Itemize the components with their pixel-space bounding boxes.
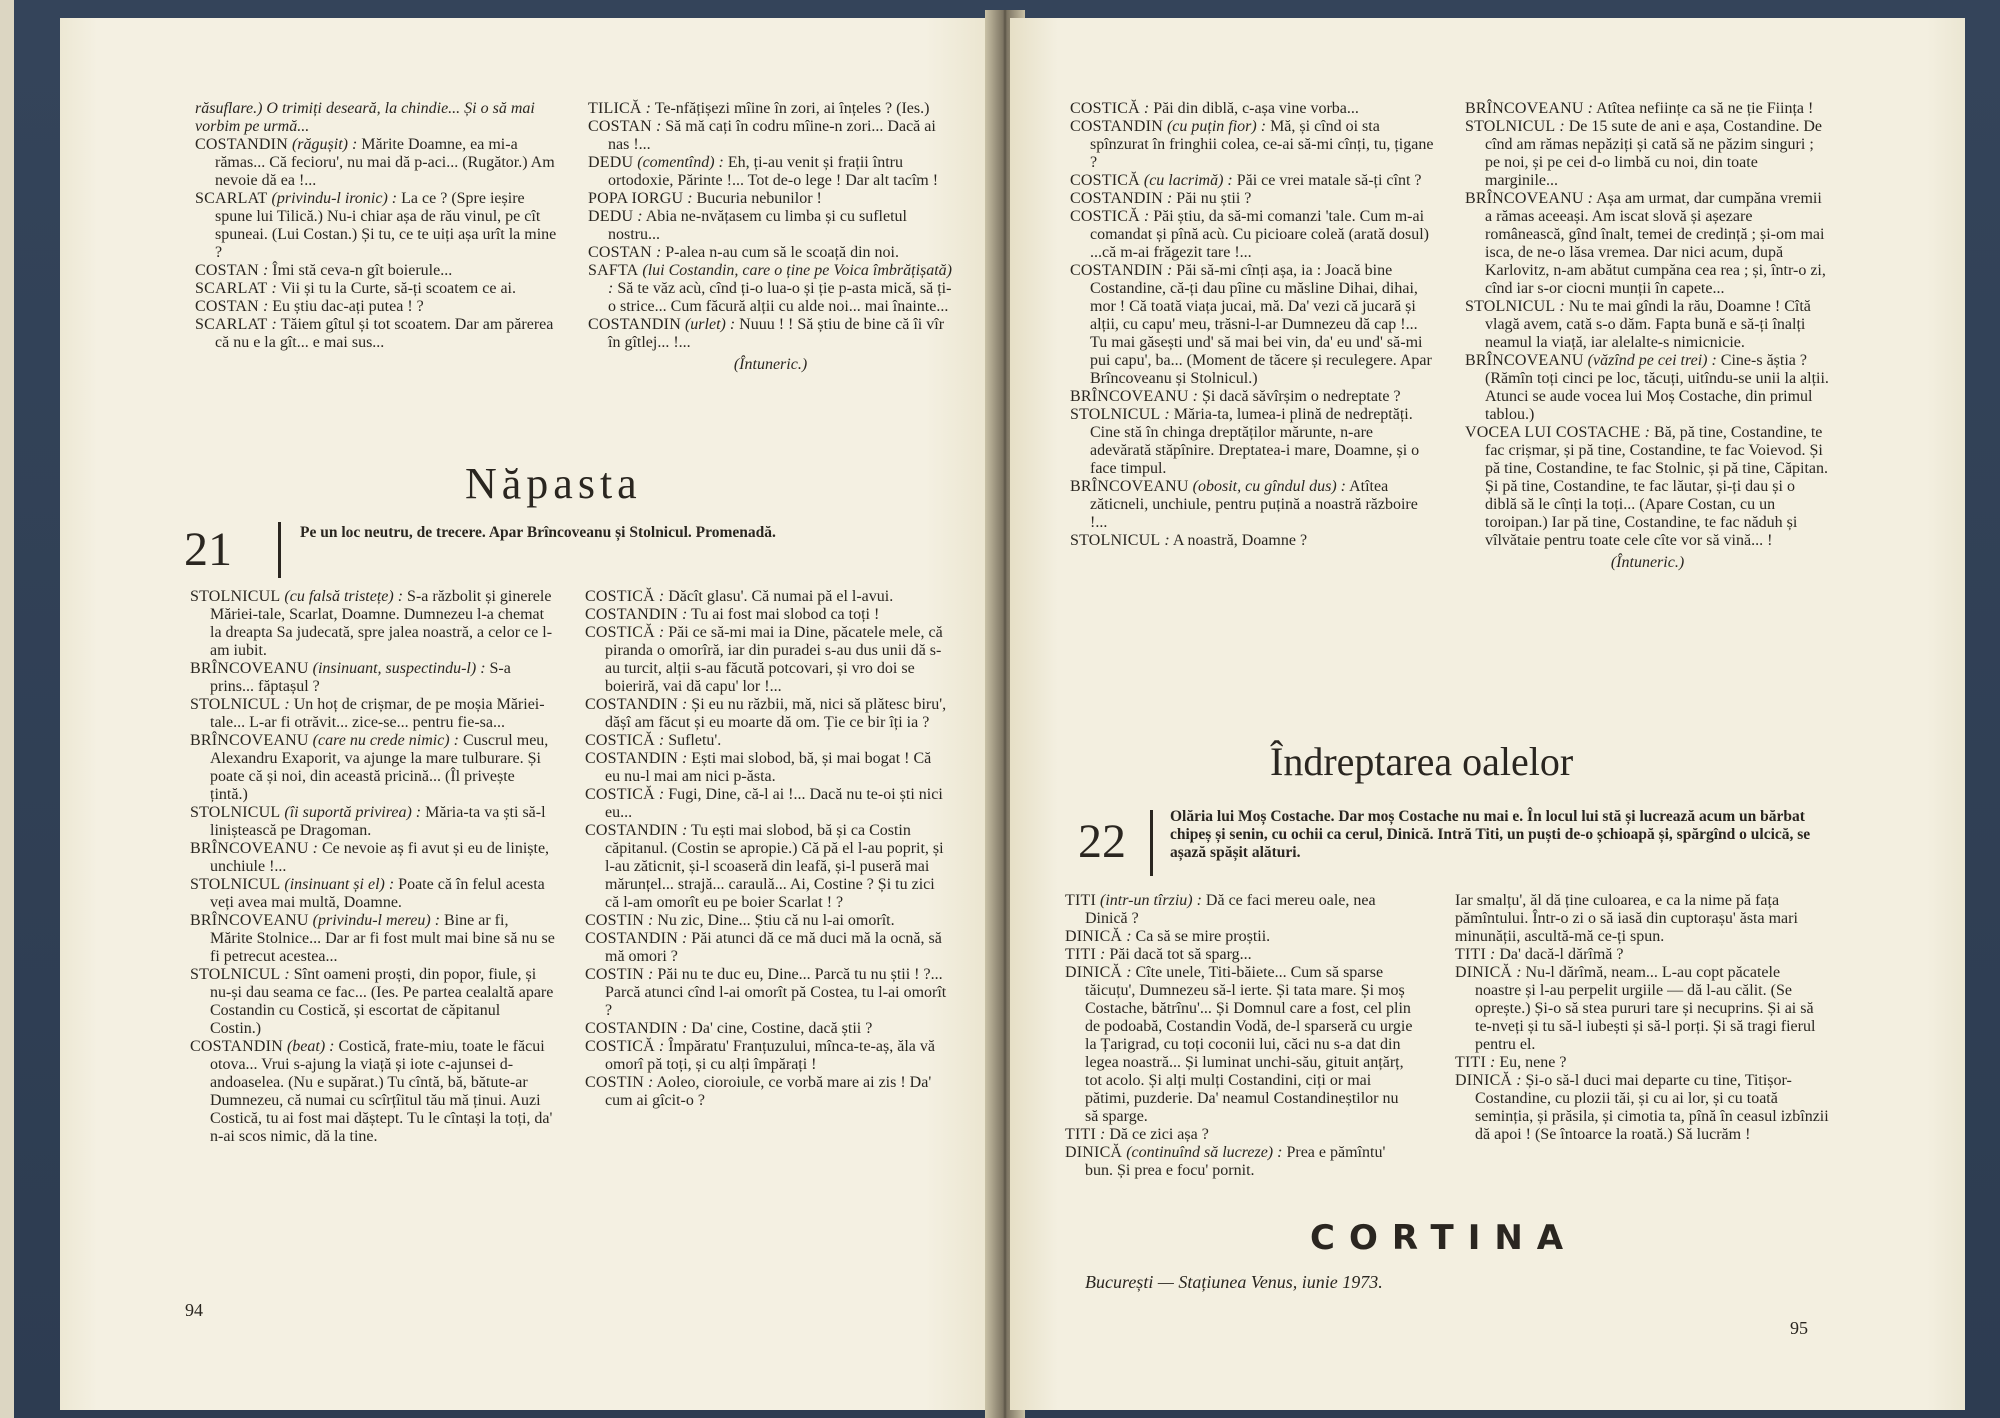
dialogue-line <box>195 280 560 298</box>
dialogue-text: Aoleo, cioroiule, ce vorbă mare ai zis ! Da' cum ai gîcit-o ? <box>605 1074 932 1109</box>
stage-direction: : <box>1559 118 1565 135</box>
stage-direction: : <box>681 930 688 947</box>
speaker-name: COSTIN <box>585 1074 644 1091</box>
stage-direction: : <box>658 786 665 803</box>
dialogue-line <box>190 1038 555 1146</box>
dialogue-text: Măria-ta, lumea-i plină de nedreptăți. Cine stă în chinga dreptăților mărunte, n-are adevărată stăpînire. Dreptatea-i mare, Doamne, și o face timpul. <box>1090 406 1420 477</box>
speaker-name: COSTANDIN <box>585 606 678 623</box>
left-page-column-1 <box>195 100 560 352</box>
speaker-name: COSTANDIN <box>1070 262 1163 279</box>
speaker-name: STOLNICUL <box>190 696 281 713</box>
right-page-column-4 <box>1455 892 1830 1144</box>
speaker-name: STOLNICUL <box>190 804 281 821</box>
dialogue-text: Păi ce vrei matale să-ți cînt ? <box>1236 172 1422 189</box>
speaker-name: SCARLAT <box>195 190 268 207</box>
stage-direction: : <box>1192 388 1198 405</box>
dialogue-line <box>1455 964 1830 1054</box>
speaker-name: BRÎNCOVEANU <box>190 732 309 749</box>
stage-direction: : <box>645 100 651 117</box>
dialogue-line <box>195 262 560 280</box>
speaker-name: TITI <box>1065 892 1097 909</box>
speaker-name: DEDU <box>588 208 634 225</box>
dialogue-text: Și dacă săvîrșim o nedreptate ? <box>1201 388 1401 405</box>
dialogue-line <box>585 966 950 1020</box>
speaker-name: BRÎNCOVEANU <box>190 912 309 929</box>
stage-direction: : <box>1644 424 1650 441</box>
dialogue-line <box>1465 190 1830 298</box>
dialogue-text: Dă ce faci mereu oale, nea Dinică ? <box>1085 892 1376 927</box>
stage-direction: (intr-un tîrziu) : <box>1100 892 1202 909</box>
dialogue-text: Atîtea zăticneli, unchiule, pentru puțină a noastră războire !... <box>1090 478 1418 531</box>
dialogue-line <box>1065 1126 1415 1144</box>
speaker-name: COSTICĂ <box>1070 208 1140 225</box>
stage-direction: : <box>1490 946 1496 963</box>
dialogue-text: Te-nfățișezi mîine în zori, ai înțeles ? (Ies.) <box>654 100 930 117</box>
dialogue-text: Eh, ți-au venit și frații întru ortodoxie, Părinte !... Tot de-o lege ! Dar alt tacîm ! <box>608 154 939 189</box>
stage-direction: (lui Costandin, care o ține pe Voica îmbrățișată) : <box>608 262 953 297</box>
dialogue-text: Eu, nene ? <box>1499 1054 1567 1071</box>
left-page-column-4 <box>585 588 950 1110</box>
dialogue-line <box>588 100 953 118</box>
dialogue-line <box>588 244 953 262</box>
speaker-name: COSTANDIN <box>585 750 678 767</box>
dialogue-text: Bucuria nebunilor ! <box>696 190 822 207</box>
dialogue-line <box>585 588 950 606</box>
dialogue-line <box>1465 298 1830 352</box>
dialogue-line <box>190 696 555 732</box>
speaker-name: DINICĂ <box>1065 1144 1123 1161</box>
stage-direction: : <box>681 750 688 767</box>
speaker-name: STOLNICUL <box>1070 406 1161 423</box>
speaker-name: STOLNICUL <box>190 966 281 983</box>
dialogue-text: Nu-l dărîmă, neam... L-au copt păcatele noastre și l-au perpelit urgiile — dă l-au călit. (Se oprește.) Și-o să stea pururi tare și necuprins. Și ai să te-nveți și tu să-l iubești și să-l porți. Și să tragi fierul pentru el. <box>1475 964 1816 1053</box>
dialogue-line <box>190 588 555 660</box>
speaker-name: VOCEA LUI COSTACHE <box>1465 424 1641 441</box>
dialogue-text: Ești mai slobod, bă, și mai bogat ! Că eu nu-l mai am nici p-ăsta. <box>605 750 932 785</box>
dialogue-text: Îmi stă ceva-n gît boierule... <box>272 262 453 279</box>
dialogue-text: Dă ce zici așa ? <box>1109 1126 1209 1143</box>
stage-direction: : <box>647 912 654 929</box>
stage-direction: (comentînd) : <box>637 154 724 171</box>
dialogue-line <box>1070 406 1435 478</box>
speaker-name: COSTANDIN <box>1070 190 1163 207</box>
stage-direction: : <box>284 966 290 983</box>
dialogue-line <box>585 1038 950 1074</box>
page-number: 94 <box>185 1300 203 1320</box>
dialogue-text: Nu zic, Dine... Știu că nu l-ai omorît. <box>657 912 895 929</box>
dialogue-line <box>190 912 555 966</box>
place-date: București — Stațiunea Venus, iunie 1973. <box>1085 1272 1383 1292</box>
dialogue-text: Poate că în felul acesta veți avea mai multă, Doamne. <box>210 876 545 911</box>
speaker-name: SAFTA <box>588 262 639 279</box>
stage-direction: : <box>647 966 654 983</box>
dialogue-line <box>195 316 560 352</box>
dialogue-text: A noastră, Doamne ? <box>1172 532 1308 549</box>
dialogue-line <box>1070 100 1435 118</box>
stage-direction: (cu puțin fior) : <box>1166 118 1267 135</box>
dialogue-line <box>1065 892 1415 928</box>
dialogue-text: Mă, și cînd oi sta spînzurat în fringhii colea, ce-ai să-mi cînți, tu, țigane ? <box>1090 118 1434 171</box>
dialogue-line <box>1455 1054 1830 1072</box>
dialogue-line <box>1065 946 1415 964</box>
stage-direction: (privindu-l ironic) : <box>271 190 398 207</box>
speaker-name: COSTANDIN <box>585 1020 678 1037</box>
scene-number: 21 <box>184 523 232 576</box>
speaker-name: SCARLAT <box>195 280 268 297</box>
speaker-name: COSTANDIN <box>585 696 678 713</box>
dialogue-line <box>1465 100 1830 118</box>
speaker-name: COSTICĂ <box>585 588 655 605</box>
dialogue-text: Sînt oameni proști, din popor, fiule, și nu-și dau seama ce fac... (Ies. Pe partea cealaltă apare Costandin cu Costică, și escortat de căpitanul Costin.) <box>210 966 554 1037</box>
dialogue-text: Și-o să-l duci mai departe cu tine, Titișor-Costandine, cu plozii tăi, și cu ai lor, și cu toată seminția, și prăsila, și cimotia ta, pînă în ceasul izbînzii dă apoi ! (Se întoarce la roată.) Să lucrăm ! <box>1475 1072 1829 1143</box>
dialogue-text: Să te văz acù, cînd ți-o lua-o și ție p-asta mică, să ți-o strice... Cum făcură alții cu alde noi... mai înainte... <box>608 280 952 315</box>
stage-direction: : <box>1100 1126 1106 1143</box>
dialogue-text: Păi atunci dă ce mă duci mă la ocnă, să mă omori ? <box>605 930 942 965</box>
stage-direction: (cu lacrimă) : <box>1143 172 1233 189</box>
dialogue-line <box>195 298 560 316</box>
stage-direction: : <box>681 1020 688 1037</box>
dialogue-line <box>1465 118 1830 190</box>
speaker-name: COSTAN <box>195 298 259 315</box>
page-number: 95 <box>1790 1318 1808 1338</box>
stage-direction: : <box>1164 406 1170 423</box>
stage-direction: : <box>687 190 693 207</box>
dialogue-line <box>1070 262 1435 388</box>
dialogue-line <box>588 190 953 208</box>
stage-direction: : <box>1166 190 1173 207</box>
speaker-name: COSTANDIN <box>585 822 678 839</box>
stage-direction: : <box>1166 262 1173 279</box>
stage-direction: : <box>271 316 277 333</box>
stage-direction: : <box>1587 190 1593 207</box>
stage-direction: (privindu-l mereu) : <box>312 912 441 929</box>
stage-direction: : <box>647 1074 654 1091</box>
scene-description: Pe un loc neutru, de trecere. Apar Brîncoveanu și Stolnicul. Promenadă. <box>300 524 776 541</box>
stage-direction: : <box>284 696 290 713</box>
dialogue-line <box>585 1020 950 1038</box>
stage-direction: (insinuant și el) : <box>284 876 395 893</box>
stage-direction: : <box>1559 298 1565 315</box>
dialogue-line <box>588 154 953 190</box>
dialogue-text: P-alea n-au cum să le scoață din noi. <box>665 244 899 261</box>
stage-direction: : <box>271 280 277 297</box>
right-page-column-2 <box>1465 100 1830 572</box>
dialogue-line <box>585 786 950 822</box>
dialogue-text: Da' cine, Costine, dacă știi ? <box>691 1020 873 1037</box>
stage-direction: răsuflare.) O trimiți deseară, la chindie... Și o să mai vorbim pe urmă... <box>195 100 535 135</box>
dialogue-line <box>1455 892 1830 946</box>
stage-direction: : <box>637 208 643 225</box>
speaker-name: COSTANDIN <box>195 136 288 153</box>
speaker-name: DINICĂ <box>1065 928 1123 945</box>
speaker-name: COSTICĂ <box>585 1038 655 1055</box>
dialogue-text: Ca să se mire proștii. <box>1135 928 1271 945</box>
dialogue-line <box>588 208 953 244</box>
stage-direction: : <box>1516 964 1522 981</box>
dialogue-text: Păi să-mi cînți așa, ia : Joacă bine Costandine, că-ți dau pîine cu măsline Dihai, dihai, mor ! Că toată viața jucai, mă. Da' vezi că jucară și alții, cu capu' meu, trăsni-l-ar Dumnezeu dă cap !... Tu mai găsești und' să mai bei vin, da' eu und' să-mi pui capu', ba... (Moment de tăcere și reculegere. Apar Brîncoveanu și Stolnicul.) <box>1090 262 1432 387</box>
stage-direction: (văzînd pe cei trei) : <box>1587 352 1717 369</box>
dialogue-line <box>190 732 555 804</box>
speaker-name: BRÎNCOVEANU <box>190 840 309 857</box>
speaker-name: BRÎNCOVEANU <box>190 660 309 677</box>
dialogue-line <box>195 136 560 190</box>
dialogue-line <box>195 190 560 262</box>
speaker-name: TITI <box>1455 946 1487 963</box>
speaker-name: BRÎNCOVEANU <box>1070 478 1189 495</box>
dialogue-text: Nuuu ! ! Să știu de bine că îi vîr în gîtlej... !... <box>608 316 945 351</box>
speaker-name: BRÎNCOVEANU <box>1465 100 1584 117</box>
stage-direction: (îi suportă privirea) : <box>284 804 422 821</box>
dialogue-text: Dăcît glasu'. Că numai pă el l-avui. <box>668 588 894 605</box>
stage-direction: : <box>658 588 665 605</box>
speaker-name: COSTICĂ <box>1070 100 1140 117</box>
dialogue-line <box>588 118 953 154</box>
dialogue-line <box>1070 478 1435 532</box>
speaker-name: COSTANDIN <box>585 930 678 947</box>
speaker-name: BRÎNCOVEANU <box>1465 190 1584 207</box>
dialogue-text: Eu știu dac-ați putea ! ? <box>272 298 424 315</box>
speaker-name: SCARLAT <box>195 316 268 333</box>
dialogue-text: Și eu nu răzbii, mă, nici să plătesc biru', dășî am făcut și eu moarte dă om. Ție ce bir îți ia ? <box>605 696 947 731</box>
stage-direction: : <box>681 822 688 839</box>
scene-number: 22 <box>1078 815 1126 868</box>
dialogue-line <box>190 804 555 840</box>
dialogue-line <box>1070 532 1435 550</box>
speaker-name: STOLNICUL <box>190 876 281 893</box>
right-page <box>1010 18 1965 1410</box>
dialogue-text: Cuscrul meu, Alexandru Exaporit, va ajunge la mare tulburare. Și poate că și noi, din această pricină... (Îl privește țintă.) <box>210 732 549 803</box>
stage-direction: : <box>658 732 665 749</box>
dialogue-line <box>1070 208 1435 262</box>
dialogue-line <box>1465 352 1830 424</box>
dialogue-text: Fugi, Dine, că-l ai !... Dacă nu te-oi ști nici eu... <box>605 786 943 821</box>
dialogue-text: Nu te mai gîndi la rău, Doamne ! Cîtă vlagă avem, cată s-o dăm. Fapta bună e să-ți înalți neamul la viață, iar alelalte-s nimicnicie. <box>1485 298 1811 351</box>
dialogue-text: Ce nevoie aș fi avut și eu de liniște, unchiule !... <box>210 840 550 875</box>
speaker-name: TILICĂ <box>588 100 642 117</box>
play-title: Îndreptarea oalelor <box>1270 739 1574 784</box>
dialogue-line <box>585 822 950 912</box>
speaker-name: DINICĂ <box>1455 964 1513 981</box>
scene-divider <box>278 522 281 578</box>
dialogue-text: Așa am urmat, dar cumpăna vremii a rămas aceeași. Am iscat slovă și așezare românească, gînd înalt, temei de credință ; și-om mai isca, de ne-o lăsa vremea. Dar nici acum, după Karlovitz, n-am abătut cumpăna cea rea ; și, într-o zi, cînd iar s-or ciocni munții în capete... <box>1485 190 1826 297</box>
dialogue-text: Prea e pămîntu' bun. Și prea e focu' pornit. <box>1085 1144 1386 1179</box>
stage-direction: : <box>262 262 269 279</box>
stage-direction: (cu falsă tristețe) : <box>284 588 404 605</box>
stage-direction: (beat) : <box>286 1038 335 1055</box>
dialogue-text: Mărite Doamne, ea mi-a rămas... Că fecioru', nu mai dă p-aci... (Rugător.) Am nevoie dă ea !... <box>215 136 555 189</box>
speaker-name: COSTICĂ <box>585 624 655 641</box>
stage-direction: : <box>1143 208 1150 225</box>
stage-direction: : <box>655 118 662 135</box>
dialogue-text: Da' dacă-l dărîmă ? <box>1499 946 1624 963</box>
dialogue-line <box>585 732 950 750</box>
dialogue-line <box>588 262 953 316</box>
dialogue-text: Cîte unele, Titi-băiete... Cum să sparse tăicuțu', Dumnezeu să-l ierte. Și tata mare. Și moș Costache, bătrînu'... Și Domnul care a fost, cel plin de podoabă, Costandin Vodă, de-l sparseră cu urgie la Țarigrad, cu toți coconii lui, căci nu s-a dat din legea noastră... Și luminat unchi-său, gituit anțărț, tot acolo. Și alți mulți Costandini, ciți or mai pătimi, puzderie. Da' neamul Costandineștilor nu să sparge. <box>1085 964 1413 1125</box>
dialogue-line <box>190 840 555 876</box>
speaker-name: COSTAN <box>195 262 259 279</box>
dialogue-line <box>1065 964 1415 1126</box>
stage-direction: (continuînd să lucreze) : <box>1126 1144 1283 1161</box>
dialogue-text: Bă, pă tine, Costandine, te fac crișmar, și pă tine, Costandine, te fac Voievod. Și pă tine, Costandine, te fac Stolnic, și pă tine, Căpitan. Și pă tine, Costandine, te fac lăutar, și-ți dau și o diblă să le cînți la toți... (Apare Costan, cu un toroipan.) Iar pă tine, Costandine, te fac năduh și vîlvătaie pentru toate cele cîte vor să vină... ! <box>1485 424 1829 549</box>
scene-description: Olăria lui Moș Costache. Dar moș Costache nu mai e. În locul lui stă și lucrează acum un bărbat chipeș și senin, cu ochii ca cerul, Dinică. Intră Titi, un puști de-o șchioapă și, spărgînd o ulcică, se așază spășit alături. <box>1170 808 1811 861</box>
stage-direction: (insinuant, suspectindu-l) : <box>312 660 486 677</box>
right-page-column-1 <box>1070 100 1435 550</box>
stage-direction: : <box>681 606 688 623</box>
dialogue-line <box>1070 388 1435 406</box>
dialogue-line <box>1465 424 1830 550</box>
dialogue-text: Un hoț de crișmar, de pe moșia Măriei-tale... L-ar fi otrăvit... zice-se... pentru fie-sa... <box>210 696 545 731</box>
dialogue-line <box>585 624 950 696</box>
stage-direction: : <box>1100 946 1106 963</box>
dialogue-text: Costică, frate-miu, toate le făcui otova... Vrui s-ajung la viață și iote c-ajunsei d-andoaselea. (Nu e supărat.) Tu cîntă, bă, bătute-ar Dumnezeu, că numai cu scîrțîitul tău mă ținui. Auzi Costică, tu ai fost mai dăștept. Tu le cîntași la toți, da' n-ai scos nimic, dă la tine. <box>210 1038 553 1145</box>
left-page-column-3 <box>190 588 555 1146</box>
speaker-name: COSTICĂ <box>1070 172 1140 189</box>
stage-direction: (care nu crede nimic) : <box>312 732 459 749</box>
color-ruler <box>0 0 14 1418</box>
dialogue-line <box>195 100 560 136</box>
dialogue-line <box>585 930 950 966</box>
dialogue-line <box>1065 928 1415 946</box>
stage-direction: : <box>1516 1072 1522 1089</box>
stage-direction: : <box>681 696 688 713</box>
dialogue-line <box>1070 172 1435 190</box>
dialogue-line <box>1070 190 1435 208</box>
speaker-name: COSTICĂ <box>585 732 655 749</box>
speaker-name: COSTANDIN <box>190 1038 283 1055</box>
left-page <box>60 18 1000 1410</box>
speaker-name: COSTANDIN <box>588 316 681 333</box>
speaker-name: TITI <box>1065 946 1097 963</box>
speaker-name: TITI <box>1065 1126 1097 1143</box>
dialogue-text: Păi dacă tot să sparg... <box>1109 946 1252 963</box>
speaker-name: STOLNICUL <box>1070 532 1161 549</box>
play-title: Năpasta <box>465 459 642 508</box>
dialogue-line <box>1455 1072 1830 1144</box>
speaker-name: BRÎNCOVEANU <box>1465 352 1584 369</box>
stage-direction: : <box>1143 100 1150 117</box>
dialogue-text: Împăratu' Franțuzului, mînca-te-aș, ăla vă omorî pă toți, și cu alți împărați ! <box>605 1038 935 1073</box>
dialogue-line <box>190 660 555 696</box>
stage-direction: : <box>1587 100 1593 117</box>
dialogue-text: Bine ar fi, Mărite Stolnice... Dar ar fi fost mult mai bine să nu se fi petrecut acestea... <box>210 912 555 965</box>
speaker-name: STOLNICUL <box>1465 298 1556 315</box>
dialogue-text: Cine-s ăștia ? (Rămîn toți cinci pe loc, tăcuți, uitîndu-se unii la alții. Atunci se aude vocea lui Moș Costache, din primul tablou.) <box>1485 352 1829 423</box>
speaker-name: DINICĂ <box>1065 964 1123 981</box>
speaker-name: POPA IORGU <box>588 190 684 207</box>
cortina-heading: CORTINA <box>1310 1218 1578 1258</box>
stage-direction: : <box>655 244 662 261</box>
dialogue-line <box>190 876 555 912</box>
stage-direction: (urlet) : <box>684 316 736 333</box>
speaker-name: DINICĂ <box>1455 1072 1513 1089</box>
dialogue-text: Păi din diblă, c-așa vine vorba... <box>1153 100 1359 117</box>
dialogue-line <box>1070 118 1435 172</box>
stage-end-note: (Întuneric.) <box>1610 554 1685 571</box>
dialogue-text: Păi nu știi ? <box>1176 190 1252 207</box>
dialogue-line <box>190 966 555 1038</box>
stage-direction: (obosit, cu gîndul dus) : <box>1192 478 1346 495</box>
dialogue-text: Tu ai fost mai slobod ca toți ! <box>691 606 880 623</box>
dialogue-text: Tăiem gîtul și tot scoatem. Dar am părerea că nu e la gît... e mai sus... <box>215 316 554 351</box>
speaker-name: COSTAN <box>588 244 652 261</box>
dialogue-line <box>1065 1144 1415 1180</box>
dialogue-text: Păi știu, da să-mi comanzi 'tale. Cum m-ai comandat și pînă acù. Cu picioare coleă (arată dosul) ...că m-ai frăgezit tare !... <box>1090 208 1429 261</box>
dialogue-text: Vii și tu la Curte, să-ți scoatem ce ai. <box>280 280 516 297</box>
stage-end-note: (Întuneric.) <box>733 356 808 373</box>
stage-direction: : <box>262 298 269 315</box>
speaker-name: STOLNICUL <box>1465 118 1556 135</box>
dialogue-text: S-a prins... făptașul ? <box>210 660 511 695</box>
stage-direction: : <box>1126 964 1132 981</box>
stage-direction: : <box>658 624 665 641</box>
speaker-name: BRÎNCOVEANU <box>1070 388 1189 405</box>
dialogue-line <box>585 1074 950 1110</box>
dialogue-text: Tu ești mai slobod, bă și ca Costin căpitanul. (Costin se apropie.) Că pă el l-au poprit, și l-au zăticnit, și-l scoaseră din leafă, și-l puseră mai mărunțel... strajă... caraulă... Ai, Costine ? Și tu zici că l-am omorît eu pe boier Scarlat ! ? <box>605 822 944 911</box>
scene-divider <box>1150 810 1153 876</box>
dialogue-text: Atîtea neființe ca să ne ție Ființa ! <box>1596 100 1814 117</box>
stage-direction: : <box>312 840 318 857</box>
dialogue-line <box>588 316 953 352</box>
speaker-name: DEDU <box>588 154 634 171</box>
stage-direction: : <box>1164 532 1170 549</box>
speaker-name: COSTIN <box>585 966 644 983</box>
dialogue-text: Măria-ta va ști să-l liniștească pe Dragoman. <box>210 804 546 839</box>
speaker-name: COSTICĂ <box>585 786 655 803</box>
dialogue-text: S-a războlit și ginerele Măriei-tale, Scarlat, Doamne. Dumnezeu l-a chemat la dreapta Sa judecată, spre jalea noastră, a celor ce l-am iubit. <box>210 588 553 659</box>
speaker-name: COSTIN <box>585 912 644 929</box>
dialogue-text: De 15 sute de ani e așa, Costandine. De cînd am rămas nepăziți și cată să ne păzim singuri ; pe noi, și pe cei d-o limbă cu noi, din toate marginile... <box>1485 118 1822 189</box>
speaker-name: COSTANDIN <box>1070 118 1163 135</box>
right-page-column-3 <box>1065 892 1415 1180</box>
dialogue-text: Păi ce să-mi mai ia Dine, păcatele mele, că piranda o omorîră, iar din puradei s-au dus unii dă s-au turcit, alții s-au făcută potcovari, și vro doi se boieriră, vai dă capu' lor !... <box>605 624 943 695</box>
stage-direction: : <box>658 1038 665 1055</box>
dialogue-text: Sufletu'. <box>668 732 722 749</box>
dialogue-line <box>585 696 950 732</box>
dialogue-line <box>585 606 950 624</box>
stage-direction: : <box>1490 1054 1496 1071</box>
dialogue-line <box>1455 946 1830 964</box>
stage-direction: : <box>1126 928 1132 945</box>
speaker-name: TITI <box>1455 1054 1487 1071</box>
speaker-name: STOLNICUL <box>190 588 281 605</box>
dialogue-text: La ce ? (Spre ieșire spune lui Tilică.) Nu-i chiar așa de rău vinul, pe cît spuneai. (Lui Costan.) Și tu, ce te uiți așa urît la mine ? <box>215 190 557 261</box>
stage-direction: (răgușit) : <box>291 136 358 153</box>
dialogue-text: Să mă cați în codru mîine-n zori... Dacă ai nas !... <box>608 118 936 153</box>
dialogue-text: Păi nu te duc eu, Dine... Parcă tu nu știi ! ?... Parcă atunci cînd l-ai omorît pă Costea, tu l-ai omorît ? <box>605 966 947 1019</box>
dialogue-text: Iar smalțu', ăl dă ține culoarea, e ca la nime pă fața pămîntului. Într-o zi o să iasă din cuptorașu' ăsta mari minunății, ascultă-mă ce-ți spun. <box>1455 892 1798 945</box>
left-page-column-2 <box>588 100 953 374</box>
dialogue-line <box>585 750 950 786</box>
dialogue-text: Abia ne-nvățasem cu limba și cu sufletul nostru... <box>608 208 907 243</box>
dialogue-line <box>585 912 950 930</box>
speaker-name: COSTAN <box>588 118 652 135</box>
